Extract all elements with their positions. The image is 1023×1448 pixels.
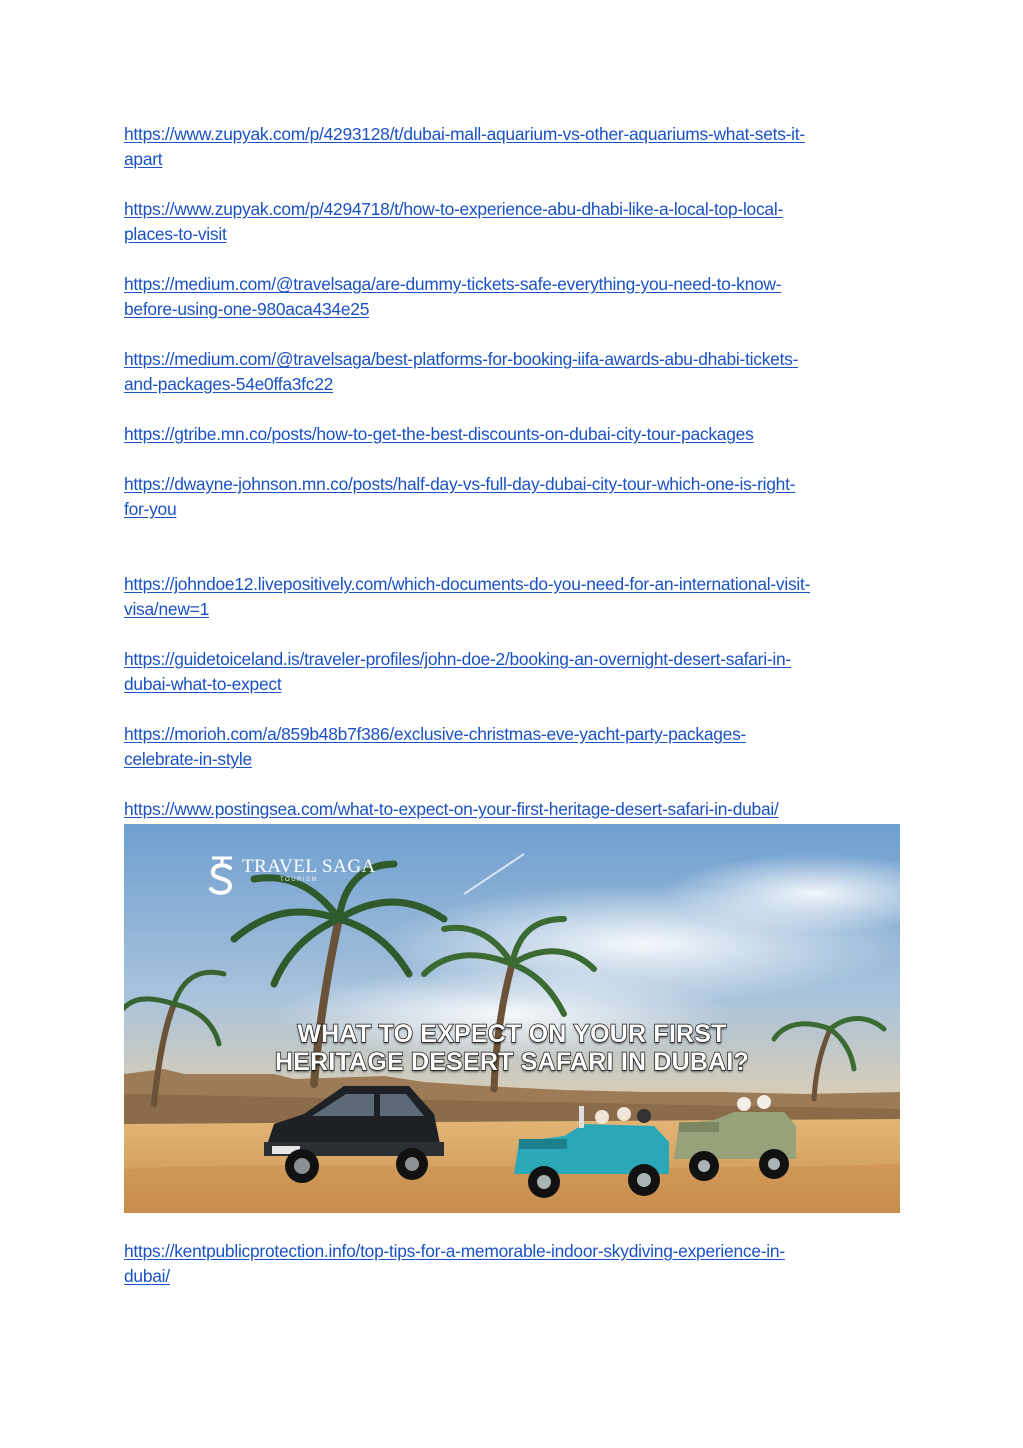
banner-scene [124,824,900,1213]
link-dwayne-johnson-city-tour[interactable] [124,472,904,522]
link-line: celebrate-in-style [124,749,252,769]
link-kentpublicprotection-skydiving[interactable] [124,1239,904,1289]
link-postingsea-heritage-safari[interactable] [124,797,904,822]
banner-headline-line-1: WHAT TO EXPECT ON YOUR FIRST [297,1020,727,1048]
link-line: https://medium.com/@travelsaga/best-platforms-for-booking-iifa-awards-abu-dhabi-tickets- [124,349,799,369]
link-livepositively-visa-documents[interactable] [124,572,904,622]
link-line: dubai-what-to-expect [124,674,282,694]
link-line: places-to-visit [124,224,227,244]
link-line: https://www.postingsea.com/what-to-expect-on-your-first-heritage-desert-safari-in-dubai/ [124,799,779,819]
link-line: and-packages-54e0ffa3fc22 [124,374,334,394]
link-zupyak-abu-dhabi-local[interactable] [124,197,904,247]
link-line: for-you [124,499,177,519]
link-zupyak-dubai-mall-aquarium[interactable] [124,122,904,172]
link-line: https://johndoe12.livepositively.com/which-documents-do-you-need-for-an-international-visit- [124,574,811,594]
travel-saga-logo-icon [204,854,240,898]
link-line: https://medium.com/@travelsaga/are-dummy-tickets-safe-everything-you-need-to-know- [124,274,782,294]
link-line: https://guidetoiceland.is/traveler-profiles/john-doe-2/booking-an-overnight-desert-safari-in- [124,649,791,669]
link-medium-iifa-awards[interactable] [124,347,904,397]
link-line: https://www.zupyak.com/p/4293128/t/dubai-mall-aquarium-vs-other-aquariums-what-sets-it- [124,124,805,144]
link-line: dubai/ [124,1266,170,1286]
link-line: https://morioh.com/a/859b48b7f386/exclusive-christmas-eve-yacht-party-packages- [124,724,747,744]
link-gtribe-city-tour-discounts[interactable] [124,422,904,447]
link-line: https://kentpublicprotection.info/top-tips-for-a-memorable-indoor-skydiving-experience-in- [124,1241,785,1261]
link-line: https://gtribe.mn.co/posts/how-to-get-the-best-discounts-on-dubai-city-tour-packages [124,424,754,444]
link-medium-dummy-tickets[interactable] [124,272,904,322]
link-line: https://www.zupyak.com/p/4294718/t/how-to-experience-abu-dhabi-like-a-local-top-local- [124,199,784,219]
link-morioh-yacht-party[interactable] [124,722,904,772]
link-line: visa/new=1 [124,599,209,619]
link-line: https://dwayne-johnson.mn.co/posts/half-day-vs-full-day-dubai-city-tour-which-one-is-right- [124,474,796,494]
link-guidetoiceland-desert-safari[interactable] [124,647,904,697]
link-line: before-using-one-980aca434e25 [124,299,370,319]
banner-headline-line-2: HERITAGE DESERT SAFARI IN DUBAI? [274,1048,749,1076]
logo-name: TRAVEL SAGA [242,856,376,877]
link-line: apart [124,149,163,169]
logo-subtitle: TOURISM [280,877,319,883]
heritage-desert-safari-banner [124,824,900,1213]
